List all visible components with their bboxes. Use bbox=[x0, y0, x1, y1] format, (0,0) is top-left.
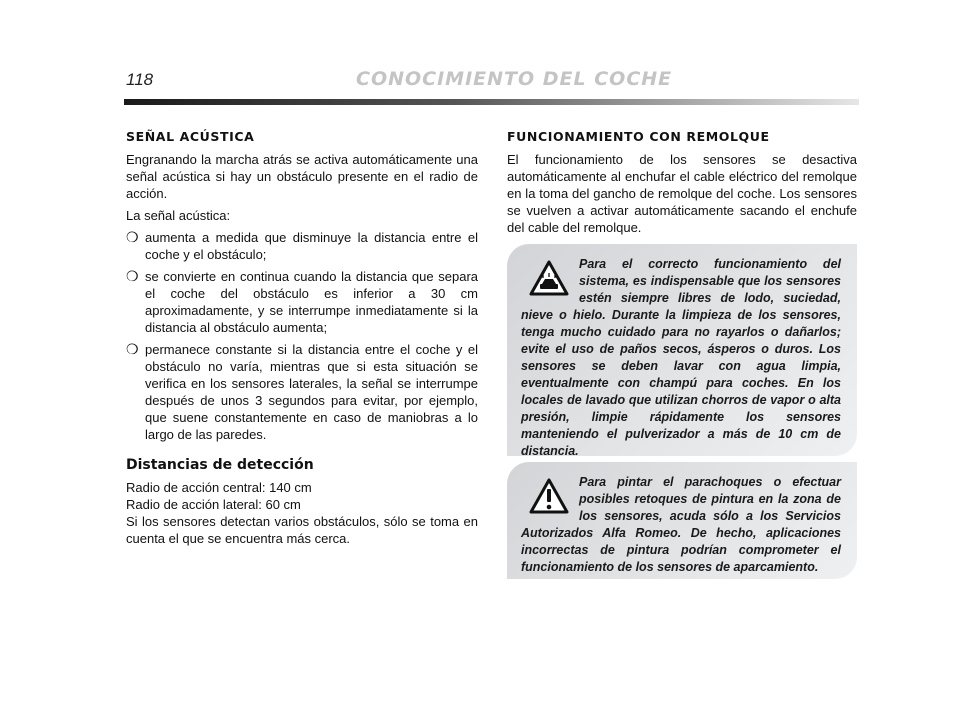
list-item-text: se convierte en continua cuando la distancia que separa el coche del obstáculo es inferior a 30 cm aproximadamente, y se interrumpe inmediatamente si la distancia al obstáculo aumenta; bbox=[145, 269, 478, 335]
list-item-text: permanece constante si la distancia entre el coche y el obstáculo no varía, mientras que si esta situación se verifica en los sensores laterales, la señal se interrumpe después de unos 3 segundos para evitar, por ejemplo, que suene constantemente en caso de maniobras a lo largo de las paredes. bbox=[145, 342, 478, 442]
list-item-text: aumenta a medida que disminuye la distancia entre el coche y el obstáculo; bbox=[145, 230, 478, 262]
header-rule bbox=[124, 99, 859, 105]
lateral-range-line: Radio de acción lateral: 60 cm bbox=[126, 497, 301, 512]
central-range-line: Radio de acción central: 140 cm bbox=[126, 480, 312, 495]
exclamation-warning-icon bbox=[529, 478, 569, 514]
bullet-circle-icon: ❍ bbox=[126, 268, 139, 284]
trailer-operation-heading: FUNCIONAMIENTO CON REMOLQUE bbox=[507, 129, 770, 144]
list-item bbox=[126, 341, 478, 443]
bumper-paint-warning bbox=[507, 462, 857, 579]
trailer-operation-text: El funcionamiento de los sensores se desactiva automáticamente al enchufar el cable eléctrico del remolque en la toma del gancho de remolque del coche. Los sensores se vuelven a activar automáticamente sacando el enchufe del cable del remolque. bbox=[507, 152, 857, 235]
page-header-title: CONOCIMIENTO DEL COCHE bbox=[356, 68, 673, 90]
acoustic-signal-intro: Engranando la marcha atrás se activa automáticamente una señal acústica si hay un obstáculo presente en el radio de acción. bbox=[126, 152, 478, 201]
detection-distances-heading: Distancias de detección bbox=[126, 457, 314, 473]
acoustic-signal-heading: SEÑAL ACÚSTICA bbox=[126, 129, 255, 144]
bullet-circle-icon: ❍ bbox=[126, 341, 139, 357]
multiple-obstacles-line: Si los sensores detectan varios obstáculos, sólo se toma en cuenta el que se encuentra más cerca. bbox=[126, 514, 478, 546]
bumper-paint-warning-text: Para pintar el parachoques o efectuar posibles retoques de pintura en la zona de los sensores, acuda sólo a los Servicios Autorizados Alfa Romeo. De hecho, aplicaciones incorrectas de pintura podrían comprometer el funcionamiento de los sensores de aparcamiento. bbox=[521, 475, 841, 574]
sensor-cleaning-warning bbox=[507, 244, 857, 456]
sensor-cleaning-warning-text: Para el correcto funcionamiento del sistema, es indispensable que los sensores estén siempre libres de lodo, suciedad, nieve o hielo. Durante la limpieza de los sensores, tenga mucho cuidado para no rayarlos o dañarlos; evite el uso de paños secos, ásperos o duros. Los sensores se deben lavar con agua limpia, eventualmente con champú para coches. En los locales de lavado que utilizan chorros de vapor o alta presión, limpie rápidamente los sensores manteniendo el pulverizador a más de 10 cm de distancia. bbox=[521, 257, 841, 458]
acoustic-signal-label: La señal acústica: bbox=[126, 208, 231, 223]
car-wash-warning-icon bbox=[529, 260, 569, 296]
bullet-circle-icon: ❍ bbox=[126, 229, 139, 245]
left-column bbox=[126, 128, 478, 547]
page-number: 118 bbox=[126, 70, 154, 89]
right-column bbox=[507, 128, 857, 241]
acoustic-signal-list bbox=[126, 229, 478, 443]
list-item bbox=[126, 268, 478, 336]
list-item bbox=[126, 229, 478, 263]
